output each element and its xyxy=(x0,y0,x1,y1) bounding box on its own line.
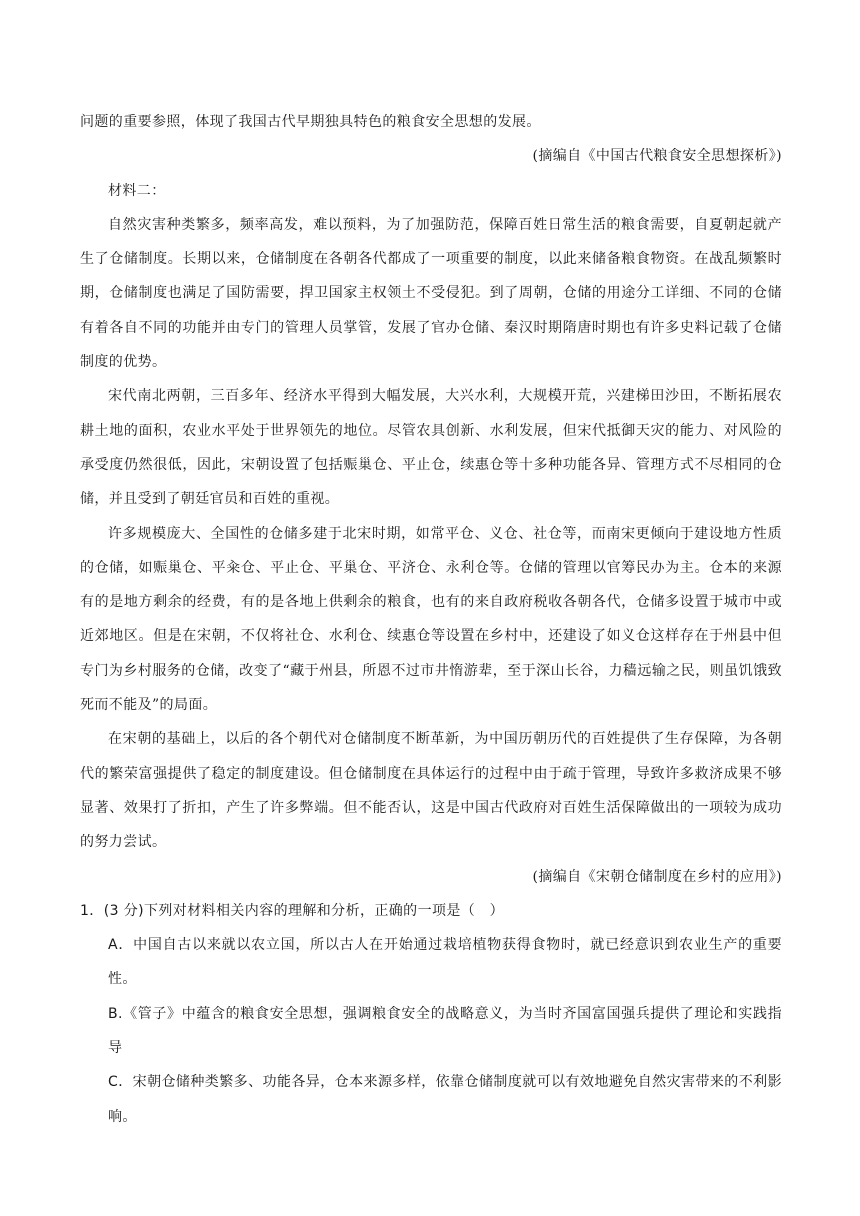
option-a: A．中国自古以来就以农立国，所以古人在开始通过栽培植物获得食物时，就已经意识到农业生产的重要性。 xyxy=(108,937,782,988)
option-b: B.《管子》中蕴含的粮食安全思想，强调粮食安全的战略意义，为当时齐国富国强兵提供了理论和实践指导 xyxy=(108,1005,782,1057)
body-paragraph-3: 许多规模庞大、全国性的仓储多建于北宋时期，如常平仓、义仓、社仓等，而南宋更倾向于建设地方性质的仓储，如赈巢仓、平籴仓、平止仓、平巢仓、平济仓、永利仓等。仓储的管理以官筹民办为主。仓本的来源有的是地方剩余的经费，有的是各地上供剩余的粮食，也有的来自政府税收各朝各代，仓储多设置于城市中或近郊地区。但是在宋朝，不仅将社仓、水利仓、续惠仓等设置在乡村中，还建设了如义仓这样存在于州县中但专门为乡村服务的仓储，改变了“藏于州县，所恩不过市井惰游辈，至于深山长谷，力穑远输之民，则虽饥饿致死而不能及”的局面。 xyxy=(80,525,782,714)
body-paragraph-1: 自然灾害种类繁多，频率高发，难以预料，为了加强防范，保障百姓日常生活的粮食需要，自夏朝起就产生了仓储制度。长期以来，仓储制度在各朝各代都成了一项重要的制度，以此来储备粮食物资。在战乱频繁时期，仓储制度也满足了国防需要，捍卫国家主权领土不受侵犯。到了周朝，仓储的用途分工详细、不同的仓储有着各自不同的功能并由专门的管理人员掌管，发展了官办仓储、秦汉时期隋唐时期也有许多史料记载了仓储制度的优势。 xyxy=(80,216,782,371)
continuation-paragraph: 问题的重要参照，体现了我国古代早期独具特色的粮食安全思想的发展。 xyxy=(80,114,541,130)
body-paragraph-4: 在宋朝的基础上，以后的各个朝代对仓储制度不断革新，为中国历朝历代的百姓提供了生存保障，为各朝代的繁荣富强提供了稳定的制度建设。但仓储制度在具体运行的过程中由于疏于管理，导致许多救济成果不够显著、效果打了折扣，产生了许多弊端。但不能否认，这是中国古代政府对百姓生活保障做出的一项较为成功的努力尝试。 xyxy=(80,731,782,851)
material-2-label: 材料二： xyxy=(108,182,166,199)
option-c: C．宋朝仓储种类繁多、功能各异，仓本来源多样，依靠仓储制度就可以有效地避免自然灾害带来的不利影响。 xyxy=(108,1074,782,1125)
body-paragraph-2: 宋代南北两朝，三百多年、经济水平得到大幅发展，大兴水利，大规模开荒，兴建梯田沙田，不断拓展农耕土地的面积，农业水平处于世界领先的地位。尽管农具创新、水利发展，但宋代抵御天灾的能力、对风险的承受度仍然很低，因此，宋朝设置了包括赈巢仓、平止仓，续惠仓等十多种功能各异、管理方式不尽相同的仓储，并且受到了朝廷官员和百姓的重视。 xyxy=(80,388,782,508)
source-citation-1: (摘编自《中国古代粮食安全思想探析》) xyxy=(532,148,782,165)
question-stem: 1．(3 分)下列对材料相关内容的理解和分析，正确的一项是（ ） xyxy=(80,902,504,919)
document-body xyxy=(80,105,782,1134)
source-citation-2: (摘编自《宋朝仓储制度在乡村的应用》) xyxy=(532,868,782,885)
